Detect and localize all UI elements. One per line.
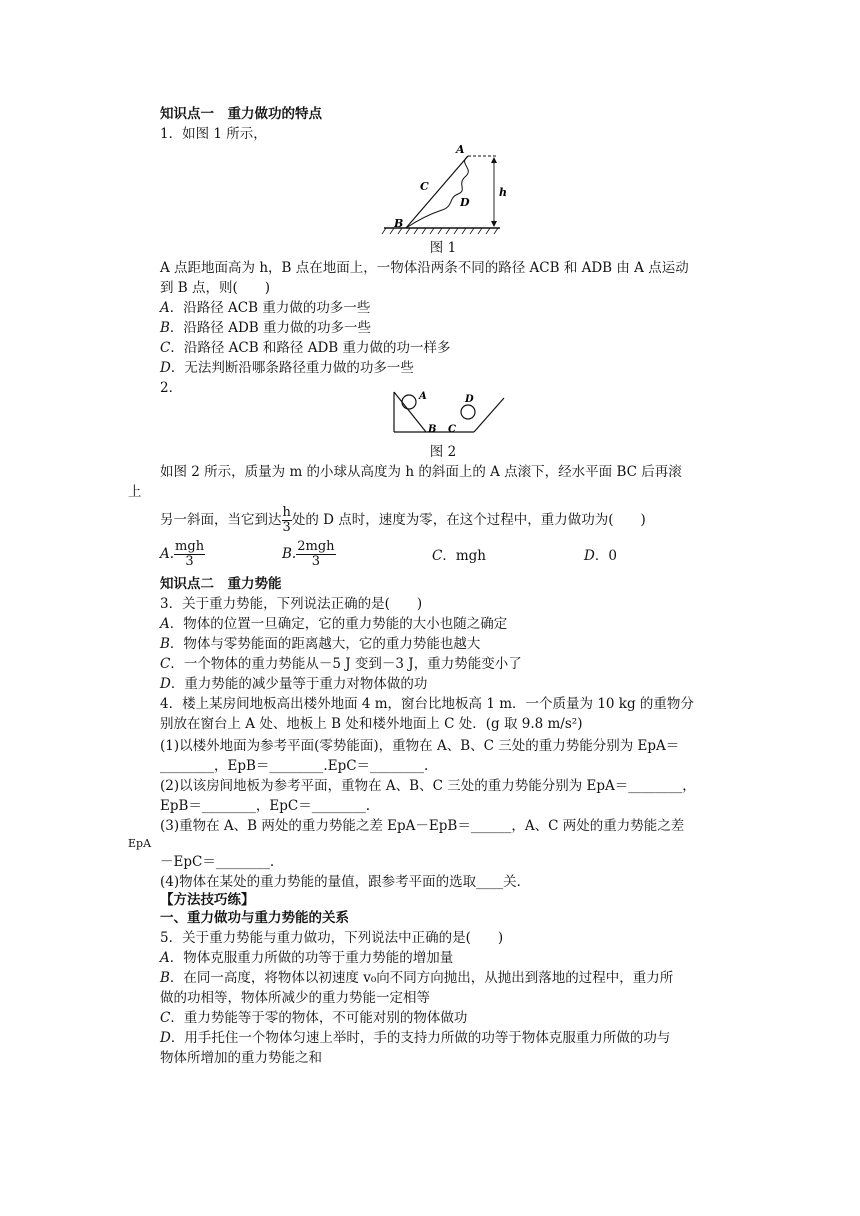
- fig1-label-b: B: [394, 217, 404, 230]
- figure-2-ramps: [390, 388, 506, 436]
- q5-option-d-line1: D．用手托住一个物体匀速上举时，手的支持力所做的功等于物体克服重力所做的功与: [160, 1030, 671, 1046]
- q4-stem-line1: 4．楼上某房间地板高出楼外地面 4 m，窗台比地板高 1 m．一个质量为 10 kg 的重物分: [160, 696, 694, 712]
- q4-part1-line2: ________，EpB＝________.EpC＝________.: [160, 758, 429, 774]
- q5-option-b-line2: 做的功相等，物体所减少的重力势能一定相等: [160, 990, 430, 1006]
- figure-2-caption: 图 2: [429, 444, 457, 460]
- q1-option-d: D．无法判断沿哪条路径重力做的功多一些: [160, 360, 414, 376]
- q3-option-a: A．物体的位置一旦确定，它的重力势能的大小也随之确定: [160, 616, 508, 632]
- h-over-3-fraction: $\frac{h}{3}$: [282, 505, 291, 535]
- q2-option-b: B. $\frac{\text{2mgh}}{3}$: [282, 539, 335, 569]
- q5-option-c: C．重力势能等于零的物体，不可能对别的物体做功: [160, 1010, 468, 1026]
- q1-option-c: C．沿路径 ACB 和路径 ADB 重力做的功一样多: [160, 340, 451, 356]
- fig2-label-b: B: [428, 424, 437, 435]
- fig2-label-c: C: [448, 424, 456, 435]
- q3-option-d: D．重力势能的减少量等于重力对物体做的功: [160, 676, 428, 692]
- fig2-label-a: A: [419, 391, 427, 402]
- q1-stem-line1: A 点距地面高为 h，B 点在地面上，一物体沿两条不同的路径 ACB 和 ADB 由 A 点运动: [160, 260, 689, 276]
- q4-part2-line1: (2)以该房间地板为参考平面，重物在 A、B、C 三处的重力势能分别为 EpA＝________，: [160, 778, 696, 794]
- q2-number: 2．: [160, 380, 183, 396]
- figure-1-incline: [378, 140, 508, 236]
- q1-stem-line2: 到 B 点，则( ): [160, 280, 271, 296]
- q4-part3-line2: －EpC＝________.: [160, 854, 275, 870]
- q5-stem: 5．关于重力势能与重力做功，下列说法中正确的是( ): [160, 930, 504, 946]
- q1-intro: 1．如图 1 所示，: [160, 126, 267, 142]
- q2-stem-wrap: 上: [128, 484, 142, 500]
- section-heading-3: 一、重力做功与重力势能的关系: [160, 910, 349, 926]
- q2-stem-line2: 另一斜面，当它到达 $\frac{h}{3}$ 处的 D 点时，速度为零，在这个过程中，重力做功为( ): [160, 505, 646, 535]
- q2-option-d: D．0: [584, 548, 617, 564]
- fig2-label-d: D: [465, 394, 474, 405]
- q1-option-b: B．沿路径 ADB 重力做的功多一些: [160, 320, 371, 336]
- figure-1-caption: 图 1: [429, 240, 457, 256]
- fig1-label-h: h: [499, 186, 507, 199]
- fig1-label-c: C: [420, 180, 429, 193]
- fig1-label-d: D: [460, 196, 470, 209]
- fig1-label-a: A: [456, 143, 465, 156]
- section-heading-2: 知识点二 重力势能: [160, 576, 282, 592]
- q4-stem-line2: 别放在窗台上 A 处、地板上 B 处和楼外地面上 C 处．(g 取 9.8 m/s²): [160, 716, 583, 732]
- q2-option-a: A. $\frac{\text{mgh}}{3}$: [160, 539, 205, 569]
- q4-part1-line1: (1)以楼外地面为参考平面(零势能面)，重物在 A、B、C 三处的重力势能分别为 EpA＝: [160, 738, 680, 754]
- q4-part2-line2: EpB＝________，EpC＝________.: [160, 798, 371, 814]
- q5-option-d-line2: 物体所增加的重力势能之和: [160, 1050, 322, 1066]
- q2-option-c: C．mgh: [432, 548, 486, 564]
- q1-option-a: A．沿路径 ACB 重力做的功多一些: [160, 300, 371, 316]
- q4-part3-line1: (3)重物在 A、B 两处的重力势能之差 EpA－EpB＝______，A、C 两处的重力势能之差: [160, 818, 685, 834]
- section-heading-1: 知识点一 重力做功的特点: [160, 106, 322, 122]
- q5-option-b-line1: B．在同一高度，将物体以初速度 v₀向不同方向抛出，从抛出到落地的过程中，重力所: [160, 970, 674, 986]
- q5-option-a: A．物体克服重力所做的功等于重力势能的增加量: [160, 950, 454, 966]
- q3-option-c: C．一个物体的重力势能从－5 J 变到－3 J，重力势能变小了: [160, 656, 522, 672]
- method-heading: 【方法技巧练】: [160, 892, 255, 908]
- q4-part3-wrap: EpA: [128, 837, 152, 850]
- q2-stem-line1: 如图 2 所示，质量为 m 的小球从高度为 h 的斜面上的 A 点滚下，经水平面 BC 后再滚: [160, 464, 682, 480]
- q3-option-b: B．物体与零势能面的距离越大，它的重力势能也越大: [160, 636, 481, 652]
- q3-stem: 3．关于重力势能，下列说法正确的是( ): [160, 596, 423, 612]
- q4-part4: (4)物体在某处的重力势能的量值，跟参考平面的选取____关．: [160, 874, 531, 890]
